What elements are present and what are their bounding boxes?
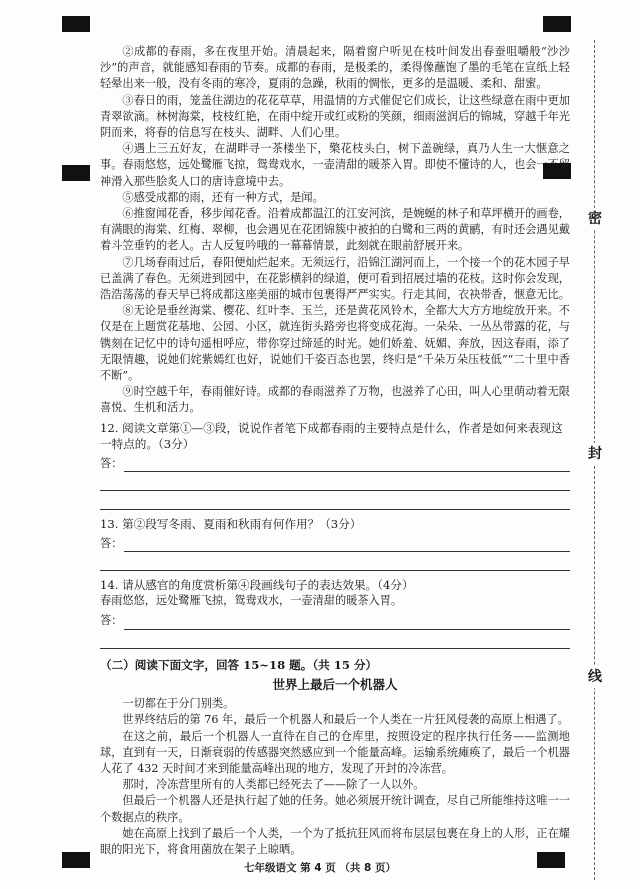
question-quote: 春雨悠悠，远处鹭雁飞掠，鸳鸯戏水，一壶清甜的暖茶入胃。 bbox=[100, 594, 403, 608]
story-paragraph: 她在高原上找到了最后一个人类，一个为了抵抗狂风而将布层层包裹在身上的人形，正在耀眼的阳光下，将食用菌放在架子上晾晒。 bbox=[100, 826, 570, 856]
answer-line[interactable] bbox=[124, 457, 570, 472]
answer-line[interactable] bbox=[100, 491, 570, 510]
passage-title: 世界上最后一个机器人 bbox=[272, 676, 398, 692]
page-footer: 七年级语文 第 4 页 （共 8 页） bbox=[243, 862, 397, 874]
passage-paragraph: ②成都的春雨，多在夜里开始。清晨起来，隔着窗户听见在枝叶间发出春蚕咀嚼般“沙沙沙”的声音，就能感知春雨的节奏。成都的春雨，是极柔的，柔得像蘸饱了墨的毛笔在宣纸上轻轻晕出来一般，没有冬雨的寒冷，夏雨的急躁，秋雨的惆怅，更多的是温暖、柔和、甜蜜。 bbox=[100, 45, 570, 91]
answer-label: 答： bbox=[100, 537, 123, 551]
passage-paragraph: ⑤感受成都的雨，还有一种方式，是闻。 bbox=[122, 190, 324, 204]
question-13 bbox=[100, 516, 570, 571]
passage-paragraph: ⑥推窗闻花香，移步闻花香。沿着成都温江的江安河滨，是婉蜒的林子和草坪横开的画卷，有满眼的海棠、红梅、翠柳，也会遇见在花团锦簇中被拍的白鹭和三两的黄鹂，有时还会遇见戴着斗笠垂钓的老人。古人反复吟哦的一幕幕情景，此刻就在眼前舒展开来。 bbox=[100, 207, 570, 253]
story-paragraph: 世界终结后的第 76 年，最后一个机器人和最后一个人类在一片狂风侵袭的高原上相遇了。 bbox=[122, 713, 569, 727]
question-14 bbox=[100, 577, 570, 648]
answer-line[interactable] bbox=[100, 552, 570, 571]
registration-mark bbox=[62, 16, 90, 32]
story-paragraph: 在这之前，最后一个机器人一直待在自己的仓库里，按照设定的程序执行任务——监测地球，直到有一天，日渐衰弱的传感器突然感应到一个能量高峰。运输系统瘫痪了，最后一个机器人花了 432 天时间才来到能量高峰出现的地方，发现了开封的冷冻营。 bbox=[100, 729, 570, 775]
story-paragraph: 但最后一个机器人还是执行起了她的任务。她必须展开统计调查，尽自己所能维持这唯一一个数据点的秩序。 bbox=[100, 794, 570, 824]
binding-label-xian: 线 bbox=[584, 666, 606, 688]
page-content bbox=[100, 44, 570, 858]
story-paragraph: 一切都在于分门别类。 bbox=[122, 697, 235, 711]
passage-paragraph: ⑨时空越千年，春雨催好诗。成都的春雨滋养了万物，也滋养了心田，叫人心里萌动着无限喜悦、生机和活力。 bbox=[100, 385, 570, 415]
section-header: （二）阅读下面文字，回答 15~18 题。（共 15 分） bbox=[100, 657, 378, 672]
passage-paragraph: ③春日的雨，笼盖住湖边的花花草草，用温情的方式催促它们成长，让这些绿意在雨中更加青翠欲滴。林树海棠，枝枝红艳，在雨中绽开或红或粉的笑颜，细雨滋润后的锦城，穿越千年光阴而来，将春的信息写在枝头、湖畔、人们心里。 bbox=[100, 93, 570, 140]
passage-paragraph: ④遇上三五好友，在湖畔寻一茶楼坐下，檠花枝头白，树下盖碗绿，真乃人生一大惬意之事。春雨悠悠，远处鹭雁飞掠，鸳鸯戏水，一壶清甜的暖茶入胃。即使不懂诗的人，也会一不留神滑入那些脍炙人口的唐诗意境中去。 bbox=[100, 142, 570, 188]
answer-row[interactable] bbox=[100, 532, 570, 552]
passage-paragraph: ⑧无论是垂丝海棠、樱花、红叶李、玉兰，还是黄花风铃木，全都大大方方地绽放开来。不仅是在上题赏花基地、公园、小区，就连街头路旁也将变成花海。一朵朵、一丛丛带露的花，与镌刻在记忆中的诗句遥相呼应，带你穿过缔延的时光。她们娇羞、妩媚、奔放，因这春雨，添了无限情趣，说她们姹紫嫣红也好，说她们千姿百态也罢，终归是“千朵万朵压枝低”“二十里中香不断”。 bbox=[100, 304, 570, 383]
binding-label-mi: 密 bbox=[584, 208, 606, 230]
question-stem: 13. 第②段写冬雨、夏雨和秋雨有何作用？（3分） bbox=[100, 517, 362, 532]
answer-label: 答： bbox=[100, 614, 123, 628]
answer-label: 答： bbox=[100, 456, 123, 470]
answer-line[interactable] bbox=[100, 472, 570, 491]
answer-line[interactable] bbox=[100, 630, 570, 649]
answer-row[interactable] bbox=[100, 610, 570, 630]
answer-line[interactable] bbox=[124, 615, 570, 630]
story-paragraph: 那时，冷冻营里所有的人类都已经死去了——除了一人以外。 bbox=[122, 778, 425, 792]
question-stem: 12. 阅读文章第①—③段，说说作者笔下成都春雨的主要特点是什么，作者是如何来表现这一特点的。（3分） bbox=[100, 420, 563, 451]
question-stem: 14. 请从感官的角度赏析第④段画线句子的表达效果。（4分） bbox=[100, 578, 414, 593]
answer-line[interactable] bbox=[124, 537, 570, 552]
registration-mark bbox=[543, 16, 571, 32]
binding-label-feng: 封 bbox=[584, 443, 606, 465]
registration-mark bbox=[62, 165, 90, 181]
question-12 bbox=[100, 420, 570, 510]
answer-row[interactable] bbox=[100, 452, 570, 472]
passage-paragraph: ⑦几场春雨过后，春阳便灿烂起来。无须远行，沿锦江湖河而上，一个接一个的花木园子早已盖满了春色。无须进到园中，在花影横斜的绿道，便可看到招展过墙的花枝。这时你会发现，浩浩荡荡的春天早已将成都这座美丽的城市包裹得严严实实。行走其间，衣袂带香，惬意无比。 bbox=[100, 255, 570, 302]
